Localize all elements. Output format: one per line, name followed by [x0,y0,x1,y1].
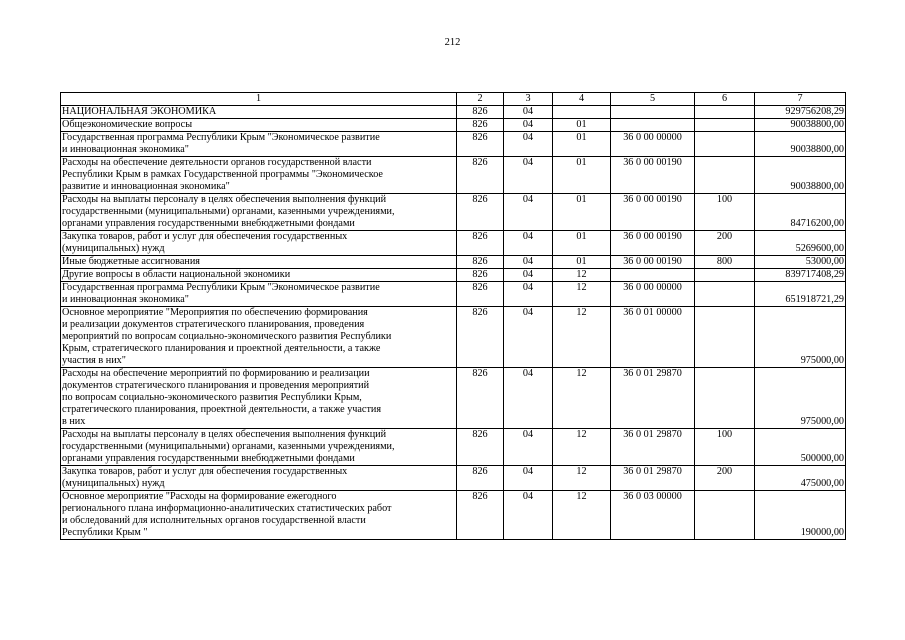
target-article-cell: 36 0 01 00000 [611,307,695,368]
row-name-cell: Основное мероприятие "Мероприятия по обеспечению формирования и реализации документов стратегического планирования, проведения мероприятий по вопросам социально-экономического развития Республики Крым, стратегического планирования и проектной деятельности, а также участия в них" [61,307,457,368]
subsection-code-cell: 01 [553,256,611,269]
amount-cell: 839717408,29 [755,269,846,282]
section-code-cell: 04 [504,269,553,282]
expense-type-cell [695,282,755,307]
section-code-cell: 04 [504,307,553,368]
amount-cell: 929756208,29 [755,106,846,119]
row-name-cell: НАЦИОНАЛЬНАЯ ЭКОНОМИКА [61,106,457,119]
subsection-code-cell: 01 [553,132,611,157]
subsection-code-cell: 01 [553,231,611,256]
subsection-code-cell: 12 [553,269,611,282]
target-article-cell [611,269,695,282]
page-number: 212 [444,37,461,48]
target-article-cell: 36 0 00 00190 [611,194,695,231]
section-code-cell: 04 [504,106,553,119]
target-article-cell [611,119,695,132]
row-name-cell: Расходы на выплаты персоналу в целях обеспечения выполнения функций государственными (муниципальными) органами, казенными учреждениями, органами управления государственными внебюджетными фондами [61,194,457,231]
ministry-code-cell: 826 [457,106,504,119]
subsection-code-cell [553,106,611,119]
row-name-cell: Общеэкономические вопросы [61,119,457,132]
amount-cell: 475000,00 [755,466,846,491]
table-row [61,466,846,491]
expense-type-cell: 200 [695,466,755,491]
table-row [61,256,846,269]
section-code-cell: 04 [504,282,553,307]
amount-cell: 5269600,00 [755,231,846,256]
expense-type-cell: 800 [695,256,755,269]
table-row [61,157,846,194]
expense-type-cell [695,368,755,429]
subsection-code-cell: 12 [553,466,611,491]
row-name-cell: Государственная программа Республики Крым "Экономическое развитие и инновационная экономика" [61,282,457,307]
amount-cell: 975000,00 [755,307,846,368]
amount-cell: 500000,00 [755,429,846,466]
expense-type-cell [695,491,755,540]
section-code-cell: 04 [504,119,553,132]
header-cell-2: 2 [457,93,504,106]
expense-type-cell: 200 [695,231,755,256]
expense-type-cell [695,106,755,119]
target-article-cell: 36 0 01 29870 [611,368,695,429]
table-row [61,269,846,282]
table-row [61,119,846,132]
ministry-code-cell: 826 [457,132,504,157]
row-name-cell: Расходы на обеспечение деятельности органов государственной власти Республики Крым в рамках Государственной программы "Экономическое развитие и инновационная экономика" [61,157,457,194]
section-code-cell: 04 [504,194,553,231]
subsection-code-cell: 01 [553,194,611,231]
subsection-code-cell: 12 [553,368,611,429]
ministry-code-cell: 826 [457,282,504,307]
header-cell-5: 5 [611,93,695,106]
expense-type-cell [695,119,755,132]
section-code-cell: 04 [504,132,553,157]
row-name-cell: Расходы на обеспечение мероприятий по формированию и реализации документов стратегического планирования и проведения мероприятий по вопросам социально-экономического развития Республики Крым, стратегического планирования, проектной деятельности, а также участия в них [61,368,457,429]
expense-type-cell: 100 [695,194,755,231]
section-code-cell: 04 [504,491,553,540]
row-name-cell: Закупка товаров, работ и услуг для обеспечения государственных (муниципальных) нужд [61,231,457,256]
subsection-code-cell: 12 [553,429,611,466]
target-article-cell [611,106,695,119]
row-name-cell: Основное мероприятие "Расходы на формирование ежегодного регионального плана информационно-аналитических статистических работ и обследований для исполнительных органов государственной власти Республики Крым " [61,491,457,540]
ministry-code-cell: 826 [457,269,504,282]
subsection-code-cell: 12 [553,491,611,540]
amount-cell: 651918721,29 [755,282,846,307]
amount-cell: 90038800,00 [755,132,846,157]
ministry-code-cell: 826 [457,231,504,256]
row-name-cell: Расходы на выплаты персоналу в целях обеспечения выполнения функций государственными (муниципальными) органами, казенными учреждениями, органами управления государственными внебюджетными фондами [61,429,457,466]
section-code-cell: 04 [504,429,553,466]
section-code-cell: 04 [504,466,553,491]
header-cell-4: 4 [553,93,611,106]
ministry-code-cell: 826 [457,368,504,429]
table-row [61,231,846,256]
table-row [61,491,846,540]
expense-type-cell [695,157,755,194]
expense-type-cell [695,307,755,368]
section-code-cell: 04 [504,157,553,194]
table-row [61,132,846,157]
table-row [61,106,846,119]
table-row [61,194,846,231]
ministry-code-cell: 826 [457,466,504,491]
section-code-cell: 04 [504,256,553,269]
amount-cell: 53000,00 [755,256,846,269]
target-article-cell: 36 0 01 29870 [611,466,695,491]
target-article-cell: 36 0 00 00190 [611,256,695,269]
row-name-cell: Иные бюджетные ассигнования [61,256,457,269]
expense-type-cell [695,269,755,282]
table-row [61,307,846,368]
target-article-cell: 36 0 00 00190 [611,157,695,194]
ministry-code-cell: 826 [457,194,504,231]
ministry-code-cell: 826 [457,256,504,269]
subsection-code-cell: 01 [553,157,611,194]
ministry-code-cell: 826 [457,491,504,540]
amount-cell: 84716200,00 [755,194,846,231]
expense-type-cell: 100 [695,429,755,466]
ministry-code-cell: 826 [457,429,504,466]
target-article-cell: 36 0 01 29870 [611,429,695,466]
amount-cell: 975000,00 [755,368,846,429]
section-code-cell: 04 [504,368,553,429]
row-name-cell: Закупка товаров, работ и услуг для обеспечения государственных (муниципальных) нужд [61,466,457,491]
table-row [61,282,846,307]
amount-cell: 190000,00 [755,491,846,540]
ministry-code-cell: 826 [457,157,504,194]
target-article-cell: 36 0 00 00000 [611,282,695,307]
expense-type-cell [695,132,755,157]
budget-table [60,92,846,540]
target-article-cell: 36 0 00 00000 [611,132,695,157]
row-name-cell: Другие вопросы в области национальной экономики [61,269,457,282]
header-cell-1: 1 [61,93,457,106]
ministry-code-cell: 826 [457,119,504,132]
target-article-cell: 36 0 03 00000 [611,491,695,540]
header-cell-3: 3 [504,93,553,106]
target-article-cell: 36 0 00 00190 [611,231,695,256]
subsection-code-cell: 01 [553,119,611,132]
subsection-code-cell: 12 [553,307,611,368]
table-row [61,368,846,429]
amount-cell: 90038800,00 [755,119,846,132]
section-code-cell: 04 [504,231,553,256]
row-name-cell: Государственная программа Республики Крым "Экономическое развитие и инновационная экономика" [61,132,457,157]
header-cell-7: 7 [755,93,846,106]
ministry-code-cell: 826 [457,307,504,368]
header-cell-6: 6 [695,93,755,106]
header-row [61,93,846,106]
subsection-code-cell: 12 [553,282,611,307]
table-row [61,429,846,466]
amount-cell: 90038800,00 [755,157,846,194]
